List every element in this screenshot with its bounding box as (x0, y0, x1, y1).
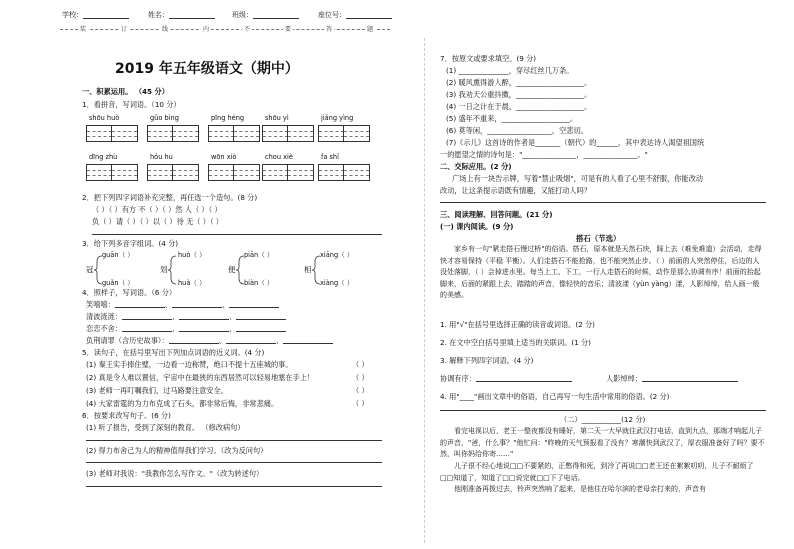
section-2-heading: 二、交际应用。(2 分) (440, 162, 512, 171)
section-3-heading: 三、阅读理解、回答问题。(21 分) (440, 210, 553, 219)
pinyin-label: shōu yì (265, 114, 289, 122)
pinyin-label: shōu huò (89, 114, 120, 122)
seat-field[interactable]: 座位号： (318, 12, 392, 19)
q5-blank1[interactable]: （ ） (352, 360, 369, 369)
q6-prompt: 6．按要求改写句子。(6 分) (82, 411, 171, 420)
q4-row4: 负荆请罪（含历史故事）： 、 、 (86, 337, 333, 344)
brace-icon (312, 254, 322, 286)
reading-q3-a: 协调有序： (440, 375, 572, 382)
school-field[interactable]: 学校： (62, 12, 129, 19)
q6-answer-line1[interactable] (86, 440, 382, 441)
q3-d1: xiāng（ ） (320, 251, 354, 259)
q1-prompt: 1．看拼音，写词语。（10 分） (82, 100, 181, 109)
q7-item8[interactable]: 一的愿望之情的诗句是："_______________，_______________。" (440, 150, 648, 159)
q6-answer-line2[interactable] (86, 462, 382, 463)
sec2-para1: 广场上有一块告示牌，写着"禁止吸烟"，可是有的人看了心里不舒服，你能改动 (452, 174, 703, 183)
q7-item2[interactable]: (2) 暖风熏得游人醉，___________________。 (446, 78, 592, 87)
seal-line (60, 29, 390, 30)
q4-prompt: 4．照样子，写词语。（6 分） (82, 288, 177, 297)
passage-title: 搭石（节选） (576, 234, 621, 243)
q2-answer-line[interactable] (92, 234, 382, 235)
brace-icon (94, 254, 104, 286)
q2-line1: （ ）（ ）有方 不（ ）（ ）然 人（ ）（ ） (92, 205, 222, 214)
q7-item7[interactable]: (7)《示儿》这首诗的作者是_______（朝代）的______，其中表达诗人渴望祖国统 (446, 138, 705, 147)
q4-row3: 恋恋不舍： 、 、 (86, 325, 286, 332)
q7-item5[interactable]: (5) 盛年不重来，___________________。 (446, 114, 578, 123)
passage2-para2: 儿子很不经心地说□□不要紧的，正憋得和死，到冷了再说□□老王还在絮絮叨叨，儿子不耐烦了□□知道了，知道了□□说完就□□下了电话。 (440, 462, 754, 482)
brace-icon (236, 254, 246, 286)
q3-prompt: 3．给下列多音字组词。(4 分) (82, 239, 179, 248)
pinyin-label: pīng héng (211, 114, 245, 122)
column-divider (424, 38, 425, 543)
seal-char: 线 (162, 26, 169, 33)
q7-item4[interactable]: (4) 一日之计在于晨，___________________。 (446, 102, 592, 111)
q6-answer-line3[interactable] (86, 486, 382, 487)
q7-item3[interactable]: (3) 我劝天公重抖擞，___________________。 (446, 90, 592, 99)
seal-char: 内 (203, 26, 210, 33)
writing-grid[interactable] (208, 164, 260, 181)
reading-q3-b: 人影绰绰： (606, 375, 738, 382)
q3-c2: biàn（ ） (244, 279, 274, 287)
pinyin-label: wōn xiò (211, 153, 237, 161)
sec2-para2: 改动，让这条提示语既有情趣，又能打动人吗？ (440, 186, 591, 195)
writing-grid[interactable] (147, 125, 199, 142)
pinyin-label: dīng zhù (89, 153, 118, 161)
subsection-1-heading: (一) 课内阅读。(9 分) (440, 222, 514, 231)
q4-row1: 笑嘻嘻： 、 、 (86, 301, 279, 308)
sec2-answer-line[interactable] (440, 202, 766, 203)
pinyin-label: jiǎng yìng (321, 114, 354, 122)
q3-a2: guǎn（ ） (102, 279, 134, 287)
q2-prompt: 2．把下列四字词语补充完整，再任选一个造句。(8 分) (82, 193, 258, 202)
q4-row2: 清波涟涟： 、 、 (86, 313, 286, 320)
q6-item2: (2) 得力布舍己为人的精神值得我们学习。（改为反问句） (86, 446, 268, 455)
seal-char: 题 (367, 26, 374, 33)
q5-item4: (4) 大家雷霆的为力布克成了石头，都非常后悔，非常悲痛。 (86, 399, 279, 408)
writing-grid[interactable] (86, 164, 138, 181)
q2-line2: 负（ ）请（ ）（ ）以（ ）待 无（ ）（ ） (92, 217, 223, 226)
q3-char-guan: 冠 (86, 265, 94, 274)
seal-char: 要 (285, 26, 292, 33)
pinyin-label: fa shǐ (321, 153, 339, 161)
seal-char: 订 (121, 26, 128, 33)
q3-a1: guān（ ） (102, 251, 134, 259)
q5-blank2[interactable]: （ ） (352, 373, 369, 382)
seal-char: 答 (326, 26, 333, 33)
q3-char-xiang: 相 (304, 265, 312, 274)
q3-char-hua: 划 (160, 265, 168, 274)
page-title: 2019 年五年级语文（期中） (115, 61, 299, 77)
name-field[interactable]: 姓名： (148, 12, 215, 19)
writing-grid[interactable] (147, 164, 199, 181)
writing-grid[interactable] (318, 125, 370, 142)
reading-q4: 4. 用"____"画出文章中的俗语，自己再写一句生活中常用的俗语。(2 分) (440, 392, 670, 401)
q3-char-bian: 便 (228, 265, 236, 274)
q7-item1[interactable]: (1) ______________，穿尽红丝几万条。 (446, 66, 574, 75)
section-1-heading: 一、积累运用。 （45 分） (82, 87, 169, 96)
q3-b2: huà（ ） (178, 279, 206, 287)
writing-grid[interactable] (262, 164, 314, 181)
q6-item1: (1) 听了报告，受到了深刻的教育。 （修改病句） (86, 423, 245, 432)
writing-grid[interactable] (318, 164, 370, 181)
q3-d2: xiàng（ ） (320, 279, 354, 287)
q5-item3: (3) 老师一再叮嘱我们，过马路要注意安全。 (86, 386, 228, 395)
reading-q2: 2. 在文中空白括号里填上适当的关联词。(1 分) (440, 338, 591, 347)
seal-char: 装 (80, 26, 87, 33)
q5-item2: (2) 真是令人难以置信，宇宙中在最狭的东西居然可以轻易地塞在手上！ (86, 373, 315, 382)
subsection-2-heading[interactable]: （二）___________(12 分) (560, 415, 646, 424)
passage-body: 家乡有一句"紧走搭石慢过桥"的俗语。搭石，原本就是天然石块，踩上去（难免难道）会活动，走得快才容易保持（平稳 平衡）。人们走搭石不能抢路，也不能突然止步。（ ）前面的人突然停住，后边的人没处落脚，（ ）会掉进水里。每当上工、下工，一行人走搭石的时候，动作是那么协调有序！前面的抬起脚来，后面的紧跟上去，踏踏的声音，像轻快的音乐；清波漾（yùn yàng）漾，人影绰绰，给人画一般的美感。 (440, 245, 762, 300)
reading-q4-answer-line[interactable] (440, 410, 766, 411)
class-field[interactable]: 班级： (232, 12, 299, 19)
q5-prompt: 5．读句子，在括号里写出下列加点词语的近义词。(4 分) (82, 348, 265, 357)
pinyin-label: hóu hu (150, 153, 173, 161)
writing-grid[interactable] (208, 125, 260, 142)
pinyin-label: chou xiè (265, 153, 293, 161)
reading-q3: 3. 解释下列四字词语。(4 分) (440, 356, 534, 365)
writing-grid[interactable] (262, 125, 314, 142)
q3-b1: huò（ ） (178, 251, 206, 259)
passage2-para1: 看完电视以后，老王一整夜都没有睡好，第二天一大早就往武汉打电话，直到九点，那端才响起儿子的声音，"爸，什么事？"他忙问："昨晚的天气预报看了没有？寒潮快到武汉了，厚衣服准备好了吗？要不然，叫你妈给你寄……" (440, 427, 765, 459)
q5-blank3[interactable]: （ ） (352, 386, 369, 395)
pinyin-label: gǔo bìng (150, 114, 179, 122)
passage2-para3: 他刚准备再拨过去，铃声突然响了起来，是他住在哈尔滨的老母亲打来的，声音有 (454, 485, 706, 493)
q7-prompt: 7．按原文或要求填空。(9 分) (440, 54, 537, 63)
q6-item3: (3) 老师对我说："我教你怎么写作文。"（改为转述句） (86, 469, 264, 478)
writing-grid[interactable] (86, 125, 138, 142)
q5-blank4[interactable]: （ ） (352, 399, 369, 408)
seal-char: 不 (244, 26, 251, 33)
q7-item6[interactable]: (6) 莫等闲，__________________，空悲切。 (446, 126, 588, 135)
q3-c1: piān（ ） (244, 251, 274, 259)
brace-icon (168, 254, 178, 286)
reading-q1: 1. 用"√"在括号里选择正确的读音或词语。(2 分) (440, 320, 595, 329)
q5-item1: (1) 秦王实手捧住璧，一边看一边称赞，绝口不提十五座城的事。 (86, 360, 293, 369)
